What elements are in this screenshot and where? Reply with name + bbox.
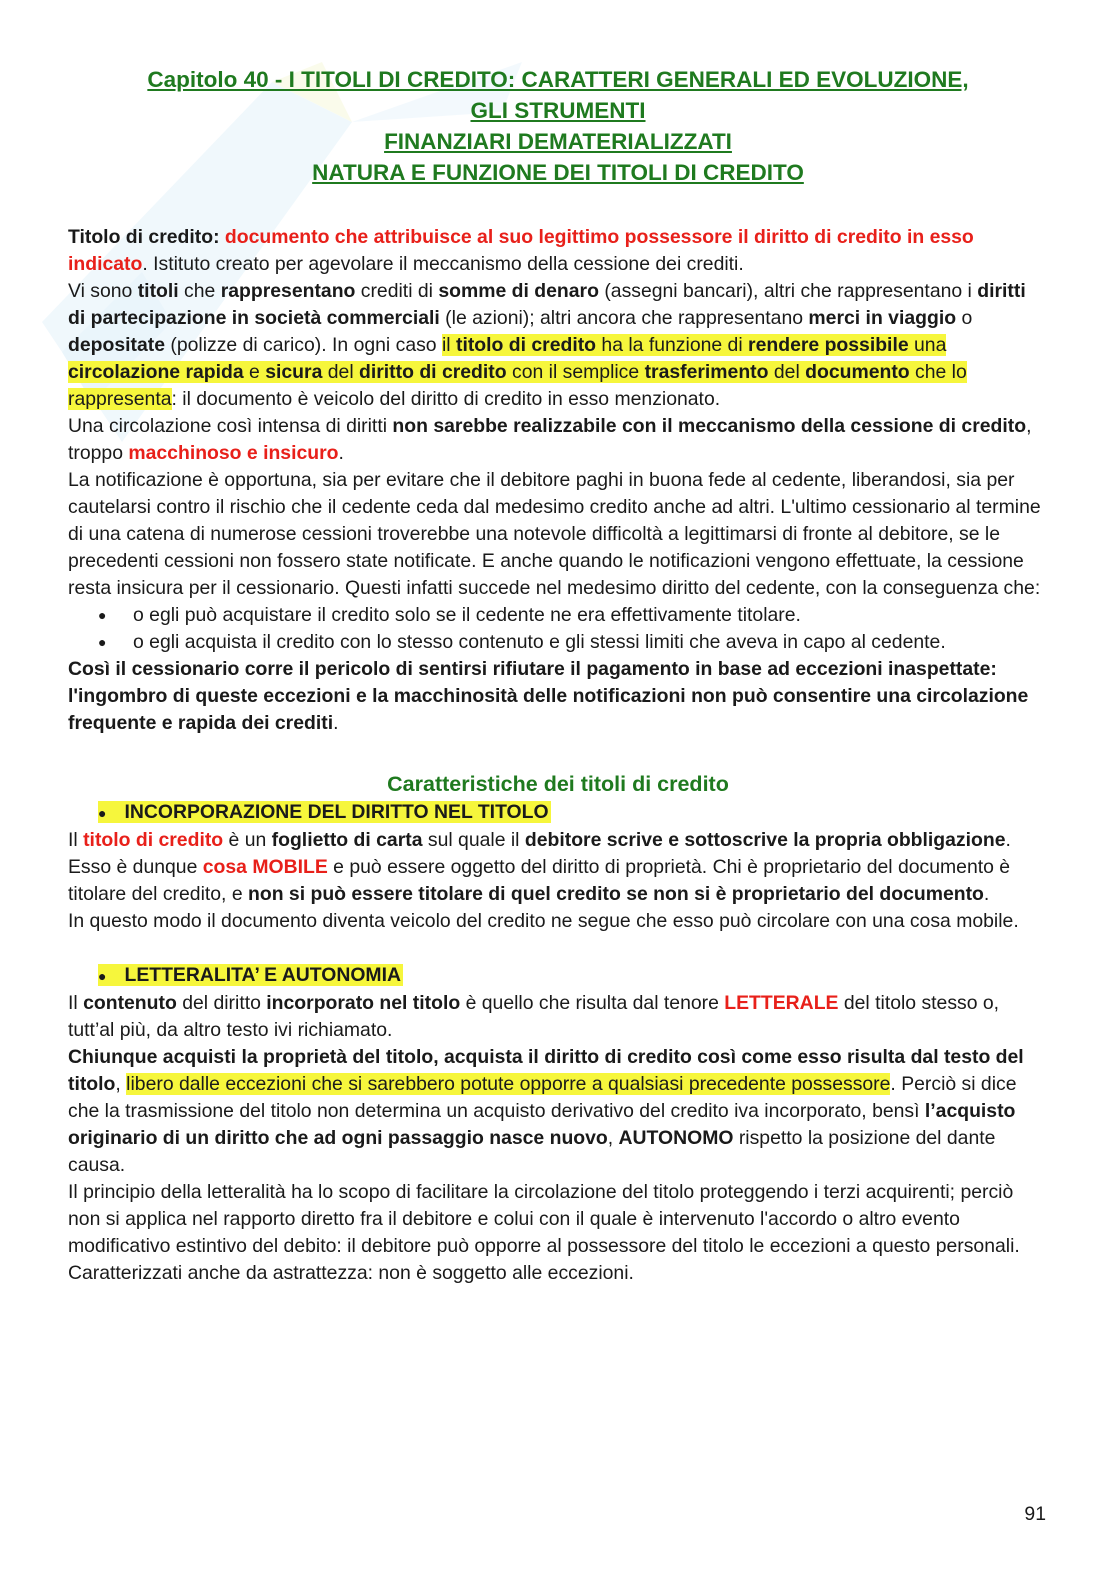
text-run: Il [68,992,84,1014]
text-run-bold: trasferimento [644,361,769,383]
risk-paragraph [68,656,1048,737]
text-run-bold: titolo di credito [455,334,597,356]
text-run: con il semplice [506,361,645,383]
text-run: del [768,361,806,383]
text-run-bold: documento [805,361,910,383]
text-run-bold: depositate [68,334,165,356]
literality-paragraph-2 [68,1044,1048,1179]
subsection-title: INCORPORAZIONE DEL DIRITTO NEL TITOLO [124,801,549,823]
text-run: o [956,307,973,329]
chapter-title-line-4: NATURA E FUNZIONE DEI TITOLI DI CREDITO [312,160,804,185]
text-run: Il [68,829,84,851]
text-run-bold: sicura [265,361,323,383]
consequence-list [68,602,1048,656]
text-run-bold: AUTONOMO [618,1127,734,1149]
text-run: crediti di [355,280,439,302]
text-run: (polizze di carico). In ogni caso [164,334,442,356]
chapter-title-line-1: Capitolo 40 - I TITOLI DI CREDITO: CARATTERI GENERALI ED EVOLUZIONE, [147,67,969,92]
definition-text: documento che attribuisce al suo legittimo possessore il diritto di credito in esso indicato [68,226,974,275]
section-heading: Caratteristiche dei titoli di credito [387,772,729,796]
text-run: e può essere oggetto del diritto di proprietà. Chi è proprietario del documento è titolare del credito, e [68,856,1011,905]
text-run: del titolo stesso o, tutt’al più, da altro testo ivi richiamato. [68,992,1000,1041]
text-run: . [338,442,344,464]
text-run: è quello che risulta dal tenore [460,992,725,1014]
text-run: è un [223,829,272,851]
text-run-bold: diritti di partecipazione in società commerciali [68,280,1026,329]
bullet-dot-icon: ● [98,805,107,821]
subsection-heading-incorporation [98,799,1048,827]
text-run-bold: diritto di credito [359,361,507,383]
incorporation-paragraph-2 [68,854,1048,908]
text-run: Vi sono [68,280,138,302]
text-run: , [115,1073,127,1095]
circulation-paragraph [68,413,1048,467]
incorporation-paragraph-1 [68,827,1048,854]
text-run: che lo rappresenta [68,361,967,410]
text-run: , [607,1127,619,1149]
text-run: Esso è dunque [68,856,203,878]
text-run-bold: foglietto di carta [271,829,423,851]
text-run: : il documento è veicolo del diritto di credito in esso menzionato. [171,388,721,410]
chapter-title [68,64,1048,188]
text-run-red: LETTERALE [724,992,839,1014]
document-body [68,64,1048,1287]
text-run: del diritto [176,992,267,1014]
text-run: Una circolazione così intensa di diritti [68,415,393,437]
text-run-bold: Così il cessionario corre il pericolo di sentirsi rifiutare il pagamento in base ad eccezioni inaspettate: l'ingombro di queste eccezioni e la macchinosità delle notificazioni non può consentire una circolazione frequente e rapida dei crediti [68,658,1029,734]
text-run: . [333,712,339,734]
list-item: ● o egli può acquistare il credito solo se il cedente ne era effettivamente titolare. [98,602,1048,629]
text-run-highlight: libero dalle eccezioni che si sarebbero potute opporre a qualsiasi precedente possessore [126,1073,891,1095]
definition-lead: Titolo di credito: [68,226,220,248]
text-run-bold: l’acquisto originario di un diritto che ad ogni passaggio nasce nuovo [68,1100,1016,1149]
page-number: 91 [1024,1503,1046,1525]
text-run: e [243,361,266,383]
text-run: il [441,334,456,356]
chapter-title-line-3: FINANZIARI DEMATERIALIZZATI [384,129,732,154]
text-run-red: macchinoso e insicuro [128,442,339,464]
text-run-bold: somme di denaro [438,280,599,302]
text-run: sul quale il [422,829,525,851]
text-run: . [983,883,990,905]
text-run: ha la funzione di [596,334,749,356]
types-paragraph [68,278,1048,413]
literality-paragraph-1 [68,990,1048,1044]
text-run: . [1005,829,1011,851]
text-run-bold: rappresentano [220,280,356,302]
text-run-bold: circolazione rapida [68,361,244,383]
text-run-bold: debitore scrive e sottoscrive la propria obbligazione [524,829,1006,851]
text-run: (le azioni); altri ancora che rappresentano [439,307,809,329]
definition-rest: . Istituto creato per agevolare il meccanismo della cessione dei crediti. [142,253,744,275]
bullet-dot-icon: ● [98,968,107,984]
definition-paragraph [68,224,1048,278]
text-run: una [908,334,947,356]
subsection-heading-literality [98,962,1048,990]
list-item: ● o egli acquista il credito con lo stesso contenuto e gli stessi limiti che aveva in capo al cedente. [98,629,1048,656]
text-run: (assegni bancari), altri che rappresentano i [598,280,978,302]
literality-paragraph-3: Il principio della letteralità ha lo scopo di facilitare la circolazione del titolo proteggendo i terzi acquirenti; perciò non si applica nel rapporto diretto fra il debitore e colui con il quale è intervenuto l'accordo o altro evento modificativo estintivo del debito: il debitore può opporre al possessore del titolo le eccezioni a questo personali. Caratterizzati anche da astrattezza: non è soggetto alle eccezioni. [68,1181,1020,1284]
text-run-bold: non sarebbe realizzabile con il meccanismo della cessione di credito [392,415,1027,437]
text-run: del [322,361,360,383]
text-run: . Perciò si dice che la trasmissione del titolo non determina un acquisto derivativo del credito iva incorporato, bensì [68,1073,1017,1122]
text-run-bold: contenuto [83,992,177,1014]
text-run-bold: titoli [137,280,179,302]
text-run-bold: rendere possibile [748,334,909,356]
incorporation-paragraph-3: In questo modo il documento diventa veicolo del credito ne segue che esso può circolare con una cosa mobile. [68,910,1019,932]
text-run-bold: merci in viaggio [808,307,957,329]
text-run-bold: non si può essere titolare di quel credito se non si è proprietario del documento [248,883,984,905]
text-run: rispetto la posizione del dante causa. [68,1127,996,1176]
chapter-title-line-2: GLI STRUMENTI [470,98,646,123]
text-run-red: cosa MOBILE [202,856,328,878]
text-run-red: titolo di credito [83,829,224,851]
subsection-title: LETTERALITA’ E AUTONOMIA [124,964,401,986]
text-run: che [178,280,221,302]
text-run-bold: Chiunque acquisti la proprietà del titolo, acquista il diritto di credito così come esso risulta dal testo del titolo [68,1046,1024,1095]
notification-paragraph: La notificazione è opportuna, sia per evitare che il debitore paghi in buona fede al cedente, liberandosi, sia per cautelarsi contro il rischio che il cedente ceda dal medesimo credito anche ad altri. L'ultimo cessionario al termine di una catena di numerose cessioni troverebbe una notevole difficoltà a legittimarsi di fronte al debitore, se le precedenti cessioni non fossero state notificate. E anche quando le notificazioni vengono effettuate, la cessione resta insicura per il cessionario. Questi infatti succede nel medesimo diritto del cedente, con la conseguenza che: [68,469,1041,599]
text-run: , troppo [68,415,1032,464]
text-run-bold: incorporato nel titolo [266,992,461,1014]
